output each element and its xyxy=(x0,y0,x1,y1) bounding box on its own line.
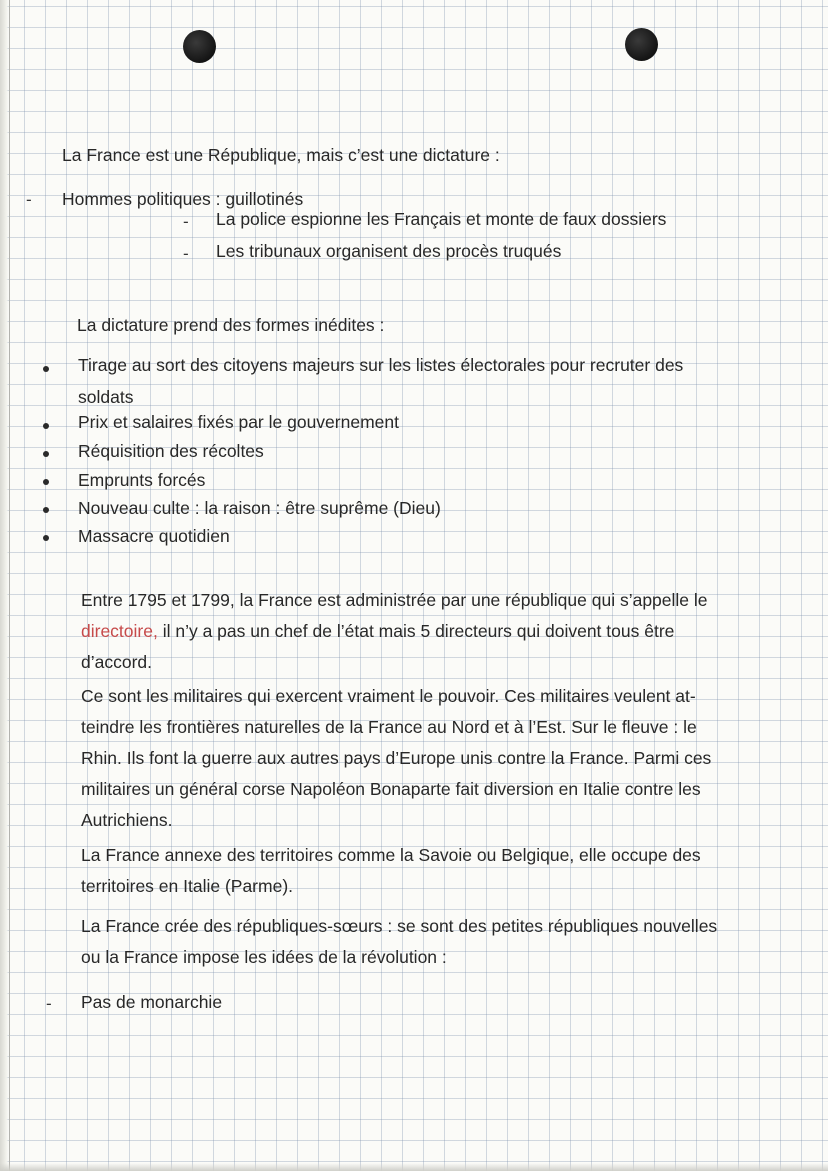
paragraph-line-rest: il n’y a pas un chef de l’état mais 5 directeurs qui doivent tous être xyxy=(157,621,675,641)
paragraph-line: ou la France impose les idées de la révolution : xyxy=(81,947,447,967)
paragraph-line: Autrichiens. xyxy=(81,810,173,830)
list-item-massacre: Massacre quotidien xyxy=(78,526,230,546)
dash-marker: - xyxy=(26,190,32,209)
binder-hole-right xyxy=(625,28,658,61)
dash-item-pas-de-monarchie: Pas de monarchie xyxy=(81,992,223,1012)
bullet-dot xyxy=(43,479,49,485)
paragraph-annexion xyxy=(81,840,701,902)
paragraph-line: La France annexe des territoires comme la Savoie ou Belgique, elle occupe des xyxy=(81,845,701,865)
list-item-tirage: Tirage au sort des citoyens majeurs sur les listes électorales pour recruter des xyxy=(78,355,684,375)
paragraph-line: La France crée des républiques-sœurs : se sont des petites républiques nouvelles xyxy=(81,916,718,936)
list-item-culte: Nouveau culte : la raison : être suprême (Dieu) xyxy=(78,498,441,518)
paragraph-line: Rhin. Ils font la guerre aux autres pays d’Europe unis contre la France. Parmi ces xyxy=(81,748,712,768)
dash-item-hommes-politiques: Hommes politiques : guillotinés xyxy=(62,189,304,209)
paragraph-line: Ce sont les militaires qui exercent vraiment le pouvoir. Ces militaires veulent at- xyxy=(81,686,696,706)
list-item-emprunts: Emprunts forcés xyxy=(78,470,206,490)
bullet-dot xyxy=(43,507,49,513)
binder-hole-left xyxy=(183,30,216,63)
paragraph-republiques-soeurs xyxy=(81,911,717,973)
section-heading-dictature: La dictature prend des formes inédites : xyxy=(77,315,385,335)
paragraph-line: militaires un général corse Napoléon Bonaparte fait diversion en Italie contre les xyxy=(81,779,701,799)
dash-marker: - xyxy=(183,212,189,231)
bullet-dot xyxy=(43,451,49,457)
paragraph-militaires xyxy=(81,681,711,836)
bullet-dot xyxy=(43,535,49,541)
paragraph-line xyxy=(81,616,708,647)
list-item-prix: Prix et salaires fixés par le gouvernement xyxy=(78,412,399,432)
highlighted-term-directoire: directoire, xyxy=(81,621,158,641)
list-item-tirage-continued: soldats xyxy=(78,387,134,407)
sub-item-police: La police espionne les Français et monte de faux dossiers xyxy=(216,209,667,229)
section-heading-republique: La France est une République, mais c’est une dictature : xyxy=(62,145,500,165)
sub-item-tribunaux: Les tribunaux organisent des procès truqués xyxy=(216,241,562,261)
paragraph-line: d’accord. xyxy=(81,652,153,672)
paragraph-directoire xyxy=(81,585,708,678)
dash-marker: - xyxy=(46,994,52,1013)
paragraph-line: territoires en Italie (Parme). xyxy=(81,876,294,896)
bullet-dot xyxy=(43,423,49,429)
list-item-requisition: Réquisition des récoltes xyxy=(78,441,264,461)
paragraph-line: teindre les frontières naturelles de la France au Nord et à l’Est. Sur le fleuve : le xyxy=(81,717,697,737)
bullet-dot xyxy=(43,366,49,372)
paragraph-line: Entre 1795 et 1799, la France est administrée par une république qui s’appelle le xyxy=(81,590,708,610)
dash-marker: - xyxy=(183,244,189,263)
